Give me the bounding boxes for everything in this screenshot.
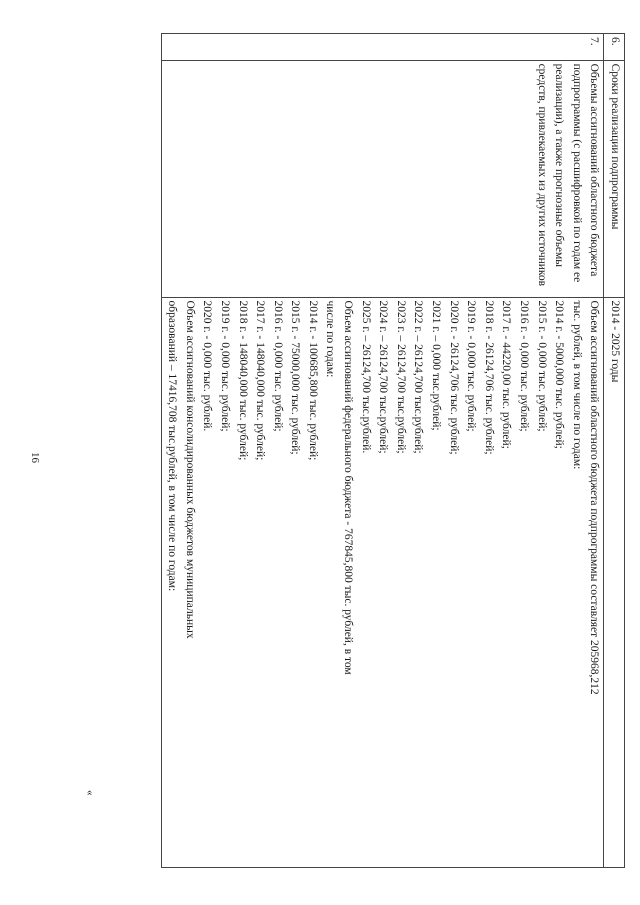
budget-line: 2025 г. – 26124,700 тыс.рублей. [359,300,372,454]
row-value-implementation-period: 2014 - 2025 годы [604,297,625,868]
budget-line: 2024 г. – 26124,700 тыс.рублей; [377,300,390,454]
row-number-6: 6. [604,34,625,61]
row-label-budget-volumes [161,60,604,297]
budget-line: 2020 г. - 0,000 тыс. рублей. [201,300,214,432]
table-row [161,34,604,868]
table-row [604,34,625,868]
budget-line: числе по годам: [324,300,337,378]
opening-quote-mark: « [84,790,96,796]
budget-line: 2018 г. - 26124,706 тыс. рублей; [482,300,495,455]
budget-line: 2017 г. - 148040,000 тыс. рублей; [254,300,267,461]
row-number-7: 7. [161,34,604,61]
budget-line: Объем ассигнований консолидированных бюджетов муниципальных [183,300,196,639]
row-value-budget-volumes [161,297,604,868]
budget-line: 2016 г. - 0,000 тыс. рублей; [518,300,531,432]
budget-line: 2019 г. - 0,000 тыс. рублей; [465,300,478,432]
budget-volumes-label-text: Объемы ассигнований областного бюджета подпрограммы (с расшифровкой по годам ее реализации), а также прогнозные объемы средств, привлекаемых из других источников [535,63,601,287]
page-number: 16 [29,452,41,463]
budget-line: 2018 г. - 148040,000 тыс. рублей; [236,300,249,461]
budget-line: 2022 г. – 26124,700 тыс.рублей; [412,300,425,454]
budget-line: 2017 г. - 44220,00 тыс. рублей; [500,300,513,449]
budget-line: 2023 г. – 26124,700 тыс.рублей; [394,300,407,454]
budget-line: 2019 г. - 0,000 тыс. рублей; [218,300,231,432]
subprogram-passport-table [161,33,625,868]
budget-line: 2014 г. - 100685,800 тыс. рублей; [306,300,319,461]
budget-line: 2015 г. - 0,000 тыс. рублей; [535,300,548,432]
rotated-table-wrapper [112,33,625,868]
row-label-implementation-period: Сроки реализации подпрограммы [604,60,625,297]
budget-line: 2021 г. – 0,000 тыс.рублей; [430,300,443,431]
budget-line: 2016 г. - 0,000 тыс. рублей; [271,300,284,432]
budget-line: 2020 г. - 26124,706 тыс. рублей; [447,300,460,455]
budget-line: Объем ассигнований областного бюджета подпрограммы составляет 205968,212 [588,300,601,695]
budget-line: Объем ассигнований федерального бюджета - 767845,800 тыс. рублей, в том [342,300,355,675]
budget-line: образований – 17416,708 тыс.рублей, в том числе по годам: [166,300,179,592]
budget-line: тыс. рублей, в том числе по годам: [570,300,583,470]
budget-line: 2015 г. - 75000,000 тыс. рублей; [289,300,302,455]
budget-line: 2014 г. - 5000,000 тыс. рублей; [553,300,566,449]
